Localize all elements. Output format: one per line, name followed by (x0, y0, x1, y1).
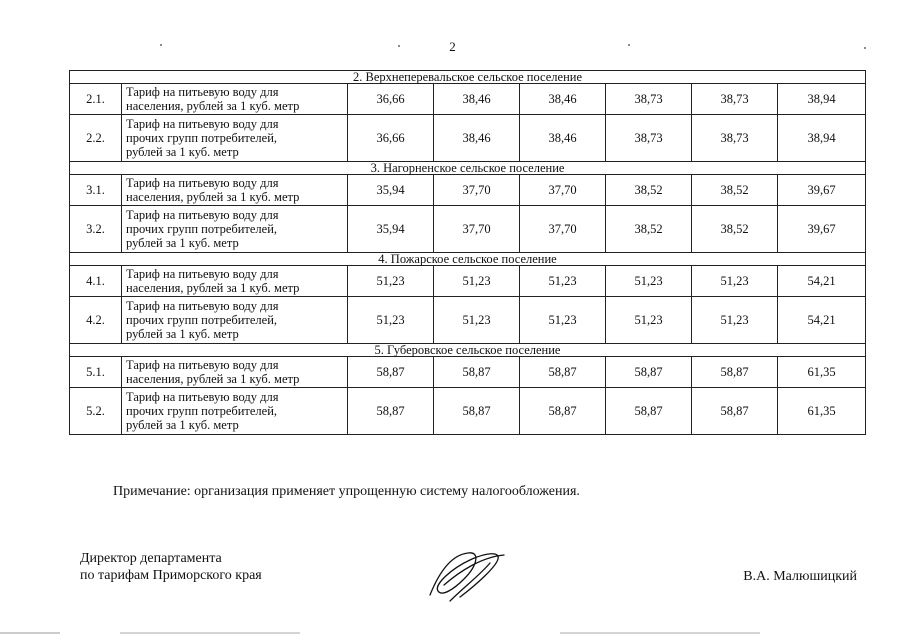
description-line: Тариф на питьевую воду для (126, 85, 279, 99)
tariff-value-cell: 54,21 (778, 297, 866, 344)
tariff-value-cell: 38,46 (434, 84, 520, 115)
table-row (70, 115, 866, 162)
row-description (122, 357, 348, 388)
row-number: 2.1. (70, 84, 122, 115)
tariff-value-cell: 58,87 (348, 388, 434, 435)
section-title: 3. Нагорненское сельское поселение (70, 162, 866, 175)
section-title: 2. Верхнеперевальское сельское поселение (70, 71, 866, 84)
section-header-row (70, 253, 866, 266)
table-row (70, 175, 866, 206)
row-description (122, 206, 348, 253)
tariff-value-cell: 51,23 (520, 266, 606, 297)
description-line: Тариф на питьевую воду для (126, 299, 279, 313)
tariff-value-cell: 38,73 (606, 84, 692, 115)
row-description (122, 115, 348, 162)
tariff-value-cell: 36,66 (348, 115, 434, 162)
handwritten-signature (420, 545, 510, 605)
signer-position-line: по тарифам Приморского края (80, 568, 262, 583)
section-header-row (70, 162, 866, 175)
description-line: прочих групп потребителей, (126, 222, 278, 236)
tariff-value-cell: 38,73 (606, 115, 692, 162)
section-header-row (70, 344, 866, 357)
row-number: 5.2. (70, 388, 122, 435)
description-line: рублей за 1 куб. метр (126, 418, 239, 432)
description-line: населения, рублей за 1 куб. метр (126, 190, 300, 204)
table-row (70, 206, 866, 253)
tariff-value-cell: 51,23 (606, 297, 692, 344)
description-line: Тариф на питьевую воду для (126, 267, 279, 281)
row-description (122, 84, 348, 115)
tariff-value-cell: 51,23 (348, 297, 434, 344)
tariff-value-cell: 58,87 (606, 388, 692, 435)
signer-position-line: Директор департамента (80, 551, 222, 566)
description-line: Тариф на питьевую воду для (126, 390, 279, 404)
tariff-value-cell: 58,87 (692, 388, 778, 435)
description-line: рублей за 1 куб. метр (126, 327, 239, 341)
tariff-value-cell: 37,70 (520, 175, 606, 206)
tariff-value-cell: 61,35 (778, 388, 866, 435)
tariff-value-cell: 54,21 (778, 266, 866, 297)
tariff-value-cell: 38,52 (606, 206, 692, 253)
row-description (122, 175, 348, 206)
tariff-value-cell: 37,70 (434, 206, 520, 253)
tariff-value-cell: 58,87 (520, 357, 606, 388)
tariff-value-cell: 58,87 (348, 357, 434, 388)
table-row (70, 266, 866, 297)
tariff-value-cell: 58,87 (520, 388, 606, 435)
tariff-value-cell: 39,67 (778, 206, 866, 253)
tariff-value-cell: 38,52 (606, 175, 692, 206)
row-number: 4.1. (70, 266, 122, 297)
tariff-value-cell: 38,73 (692, 84, 778, 115)
tariff-table-body (70, 71, 866, 435)
signer-position (80, 550, 262, 584)
tariff-value-cell: 38,46 (434, 115, 520, 162)
table-row (70, 388, 866, 435)
row-number: 3.1. (70, 175, 122, 206)
tariff-value-cell: 36,66 (348, 84, 434, 115)
note-text: Примечание: организация применяет упрощенную систему налогообложения. (113, 484, 580, 499)
row-number: 4.2. (70, 297, 122, 344)
description-line: рублей за 1 куб. метр (126, 145, 239, 159)
scan-speck (628, 44, 630, 46)
description-line: прочих групп потребителей, (126, 404, 278, 418)
tariff-table (69, 70, 866, 435)
tariff-value-cell: 51,23 (606, 266, 692, 297)
tariff-value-cell: 58,87 (434, 388, 520, 435)
tariff-value-cell: 51,23 (692, 266, 778, 297)
description-line: населения, рублей за 1 куб. метр (126, 372, 300, 386)
tariff-value-cell: 58,87 (434, 357, 520, 388)
description-line: Тариф на питьевую воду для (126, 358, 279, 372)
tariff-value-cell: 37,70 (520, 206, 606, 253)
table-row (70, 357, 866, 388)
description-line: Тариф на питьевую воду для (126, 117, 279, 131)
tariff-value-cell: 38,52 (692, 206, 778, 253)
description-line: Тариф на питьевую воду для (126, 208, 279, 222)
scan-edge-marks (0, 632, 905, 634)
tariff-value-cell: 51,23 (692, 297, 778, 344)
tariff-value-cell: 51,23 (434, 297, 520, 344)
tariff-value-cell: 35,94 (348, 175, 434, 206)
row-number: 2.2. (70, 115, 122, 162)
tariff-value-cell: 35,94 (348, 206, 434, 253)
tariff-value-cell: 58,87 (606, 357, 692, 388)
scan-speck (160, 44, 162, 46)
row-number: 5.1. (70, 357, 122, 388)
tariff-value-cell: 38,94 (778, 84, 866, 115)
scan-speck (398, 45, 400, 47)
description-line: прочих групп потребителей, (126, 313, 278, 327)
tariff-value-cell: 39,67 (778, 175, 866, 206)
description-line: Тариф на питьевую воду для (126, 176, 279, 190)
tariff-value-cell: 38,94 (778, 115, 866, 162)
tariff-value-cell: 51,23 (348, 266, 434, 297)
tariff-value-cell: 51,23 (434, 266, 520, 297)
page-number: 2 (449, 39, 456, 54)
tariff-value-cell: 38,46 (520, 115, 606, 162)
scan-speck (864, 47, 866, 49)
table-row (70, 297, 866, 344)
description-line: населения, рублей за 1 куб. метр (126, 281, 300, 295)
tariff-value-cell: 61,35 (778, 357, 866, 388)
tariff-value-cell: 37,70 (434, 175, 520, 206)
tariff-value-cell: 38,73 (692, 115, 778, 162)
row-description (122, 266, 348, 297)
tariff-value-cell: 38,52 (692, 175, 778, 206)
description-line: населения, рублей за 1 куб. метр (126, 99, 300, 113)
table-row (70, 84, 866, 115)
tariff-value-cell: 51,23 (520, 297, 606, 344)
row-description (122, 297, 348, 344)
description-line: прочих групп потребителей, (126, 131, 278, 145)
tariff-value-cell: 38,46 (520, 84, 606, 115)
row-description (122, 388, 348, 435)
row-number: 3.2. (70, 206, 122, 253)
section-header-row (70, 71, 866, 84)
tariff-value-cell: 58,87 (692, 357, 778, 388)
section-title: 4. Пожарское сельское поселение (70, 253, 866, 266)
section-title: 5. Губеровское сельское поселение (70, 344, 866, 357)
signer-name: В.А. Малюшицкий (743, 569, 857, 584)
description-line: рублей за 1 куб. метр (126, 236, 239, 250)
